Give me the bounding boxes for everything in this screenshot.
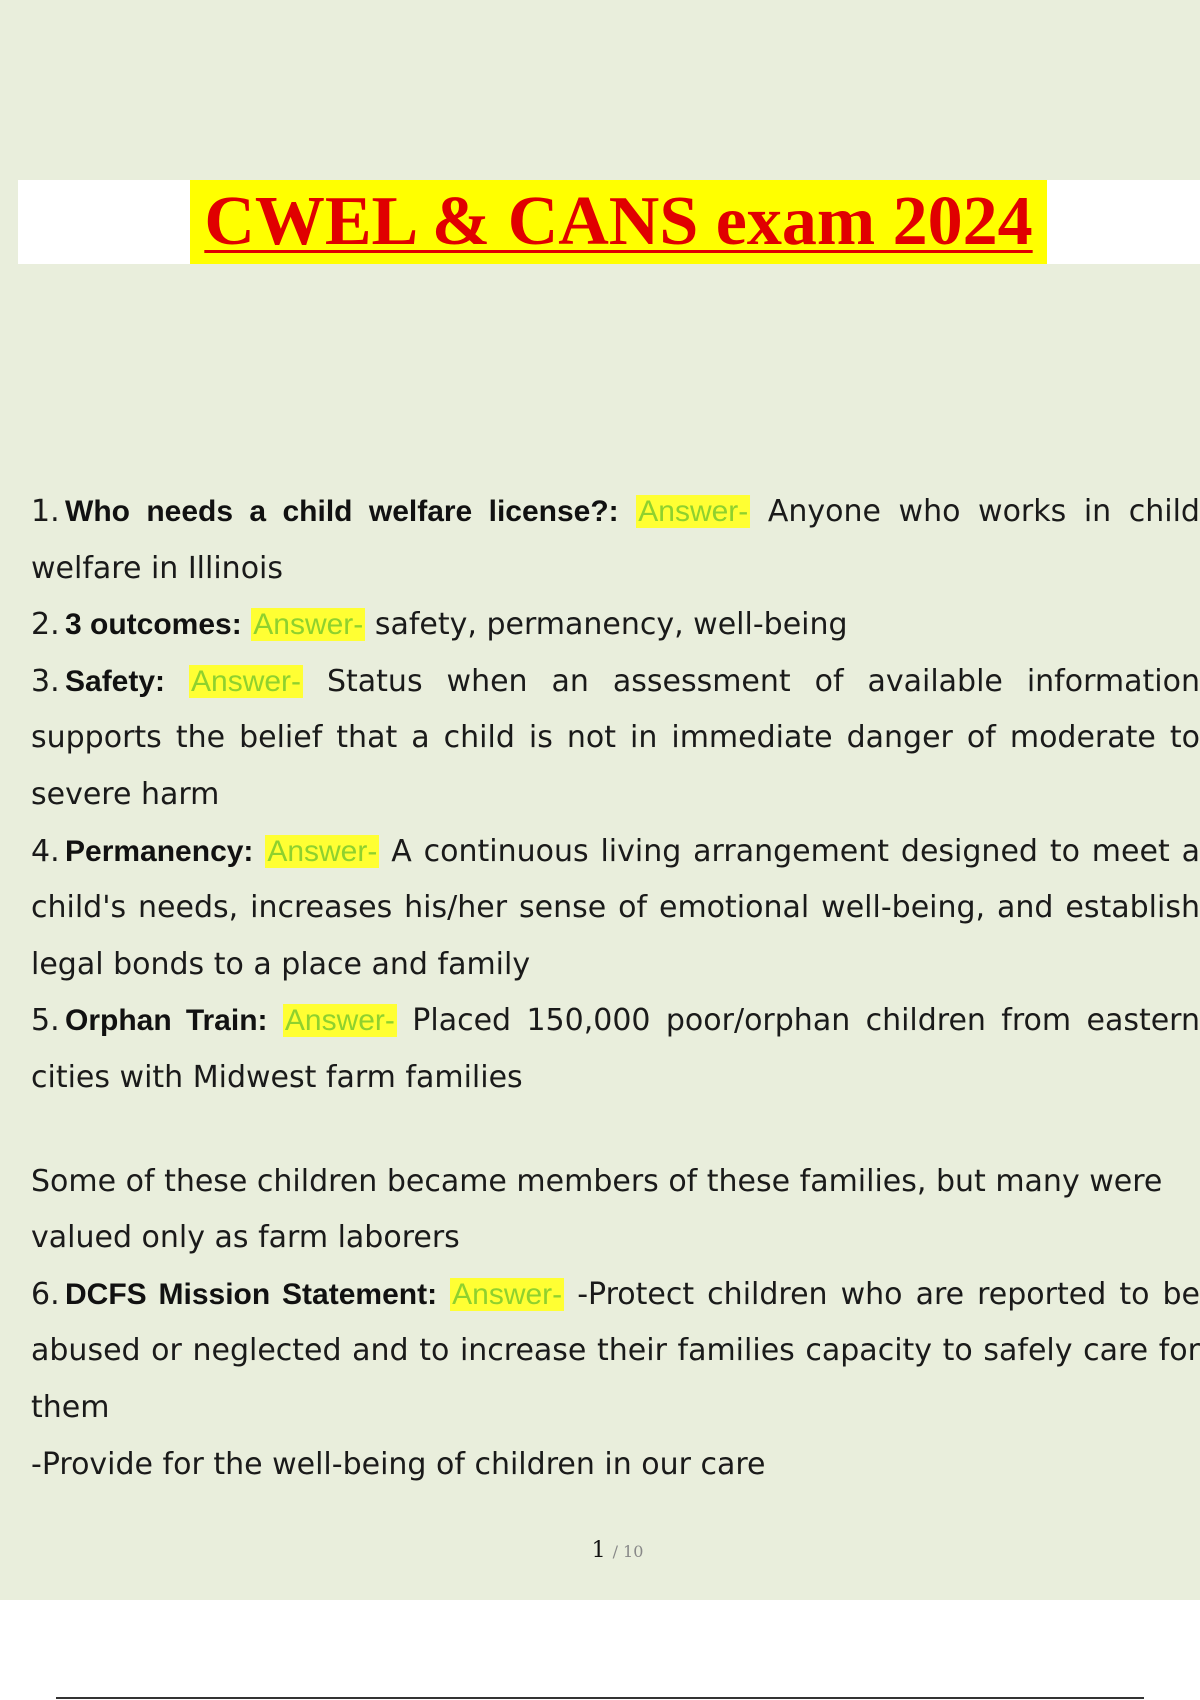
- qa-item-6: [31, 1267, 1200, 1437]
- answer-label: Answer-: [253, 608, 364, 642]
- item-number: 4.: [31, 833, 60, 869]
- qa-item-5: [31, 993, 1200, 1106]
- answer-text: Anyone who works in child welfare in Illinois: [31, 494, 1200, 586]
- item-number: 5.: [31, 1003, 60, 1039]
- qa-item-4: [31, 824, 1200, 994]
- page-indicator: [0, 1538, 1200, 1563]
- answer-label: Answer-: [191, 664, 302, 698]
- item-number: 3.: [31, 663, 60, 699]
- total-pages: / 10: [612, 1542, 644, 1561]
- item-number: 2.: [31, 607, 60, 643]
- answer-text: Placed 150,000 poor/orphan children from eastern cities with Midwest farm families: [31, 1003, 1200, 1095]
- answer-continuation: -Provide for the well-being of children in our care: [31, 1446, 766, 1482]
- question-text: Permanency:: [65, 834, 254, 868]
- answer-text: safety, permanency, well-being: [374, 607, 848, 643]
- answer-label: Answer-: [267, 834, 378, 868]
- qa-item-1: [31, 484, 1200, 597]
- item-number: 1.: [31, 494, 60, 529]
- paragraph-spacer: [31, 1107, 1200, 1154]
- answer-text: Status when an assessment of available information supports the belief that a child is not in immediate danger of moderate to severe harm: [31, 663, 1200, 812]
- answer-continuation: Some of these children became members of these families, but many were valued only as farm laborers: [31, 1163, 1163, 1256]
- answer-label: Answer-: [452, 1277, 563, 1311]
- answer-label: Answer-: [638, 495, 749, 528]
- qa-item-3: [31, 654, 1200, 824]
- item-number: 6.: [31, 1276, 60, 1312]
- answer-label: Answer-: [284, 1004, 395, 1038]
- qa-item-2: [31, 597, 1200, 654]
- question-text: DCFS Mission Statement:: [65, 1277, 438, 1311]
- document-title: CWEL & CANS exam 2024: [190, 180, 1047, 264]
- question-text: Who needs a child welfare license?:: [65, 495, 619, 528]
- question-text: Safety:: [65, 664, 166, 698]
- current-page: 1: [591, 1538, 606, 1563]
- question-text: Orphan Train:: [65, 1004, 268, 1038]
- answer-text: -Protect children who are reported to be abused or neglected and to increase their families capacity to safely care for them: [31, 1276, 1200, 1425]
- question-answer-list: [31, 484, 1200, 1493]
- answer-text: A continuous living arrangement designed to meet a child's needs, increases his/her sense of emotional well-being, and establish legal bonds to a place and family: [31, 833, 1200, 982]
- next-page-divider: [56, 1697, 1144, 1699]
- question-text: 3 outcomes:: [65, 608, 242, 642]
